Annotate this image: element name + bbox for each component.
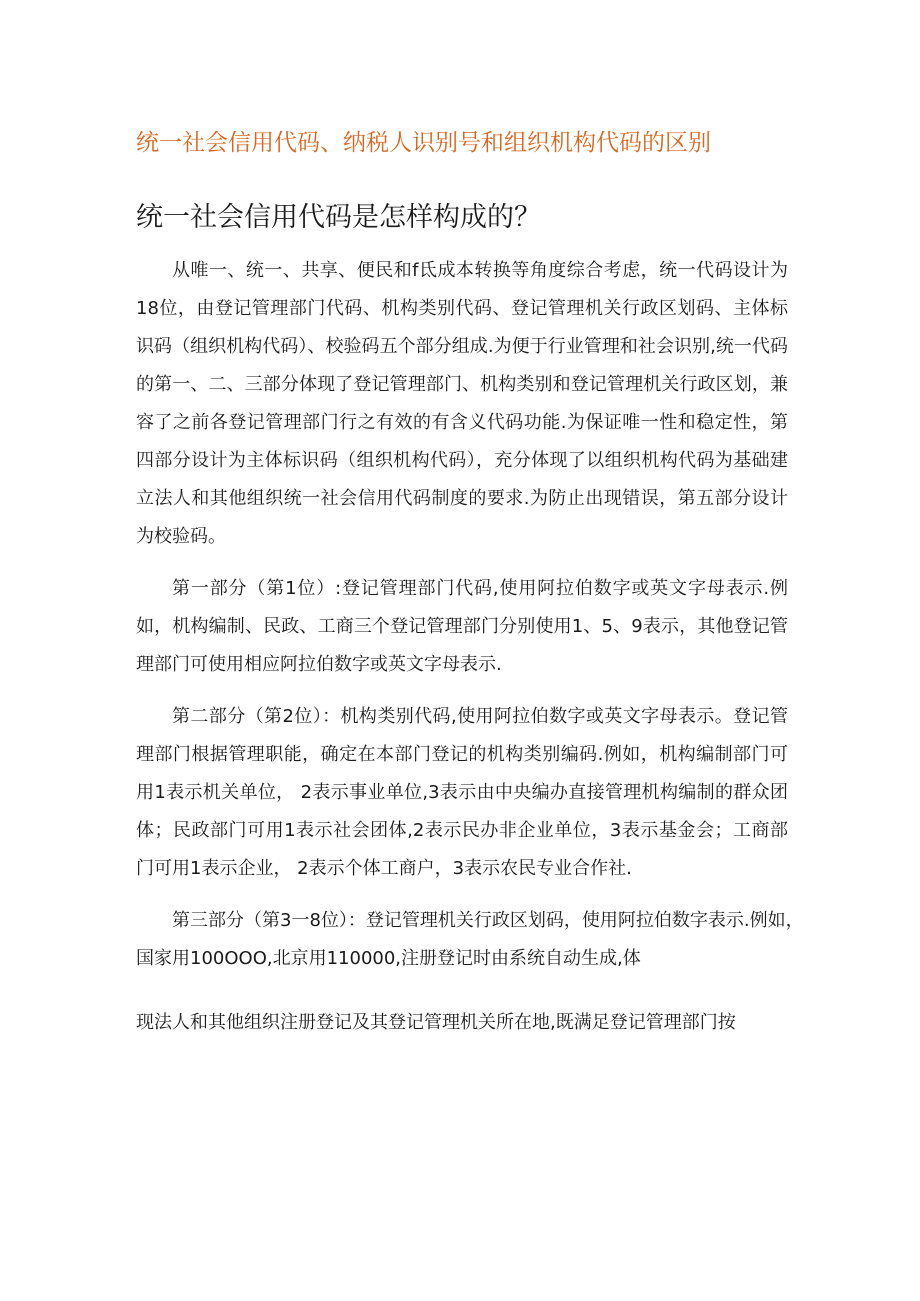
paragraph-part-two: 第二部分（第2位）：机构类别代码,使用阿拉伯数字或英文字母表示。登记管理部门根据管理职能，确定在本部门登记的机构类别编码.例如，机构编制部门可用1表示机关单位， 2表示事业单位,3表示由中央编办直接管理机构编制的群众团体；民政部门可用1表示社会团体,2表示民办非企业单位，3表示基金会；工商部门可用1表示企业， 2表示个体工商户，3表示农民专业合作社. — [136, 706, 788, 879]
document-body — [136, 252, 804, 1042]
paragraph-intro: 从唯一、统一、共享、便民和f氐成本转换等角度综合考虑，统一代码设计为18位，由登记管理部门代码、机构类别代码、登记管理机关行政区划码、主体标识码（组织机构代码）、校验码五个部分组成.为便于行业管理和社会识别,统一代码的第一、二、三部分体现了登记管理部门、机构类别和登记管理机关行政区划，兼容了之前各登记管理部门行之有效的有含义代码功能.为保证唯一性和稳定性，第四部分设计为主体标识码（组织机构代码），充分体现了以组织机构代码为基础建立法人和其他组织统一社会信用代码制度的要求.为防止出现错误，第五部分设计为校验码。 — [136, 260, 788, 547]
document-title: 统一社会信用代码、纳税人识别号和组织机构代码的区别 — [136, 130, 711, 156]
paragraph-part-three-line-2: 国家用100OOO,北京用110000,注册登记时由系统自动生成,体 — [136, 948, 641, 969]
section-heading: 统一社会信用代码是怎样构成的？ — [136, 202, 541, 233]
paragraph-part-one: 第一部分（第1位）:登记管理部门代码,使用阿拉伯数字或英文字母表示.例如，机构编制、民政、工商三个登记管理部门分别使用1、5、9表示，其他登记管理部门可使用相应阿拉伯数字或英文字母表示. — [136, 578, 788, 675]
paragraph-part-three-line-1: 第三部分（第3一8位）：登记管理机关行政区划码，使用阿拉伯数字表示.例如， — [172, 910, 804, 931]
paragraph-part-three-line-3: 现法人和其他组织注册登记及其登记管理机关所在地,既满足登记管理部门按 — [136, 1012, 736, 1033]
